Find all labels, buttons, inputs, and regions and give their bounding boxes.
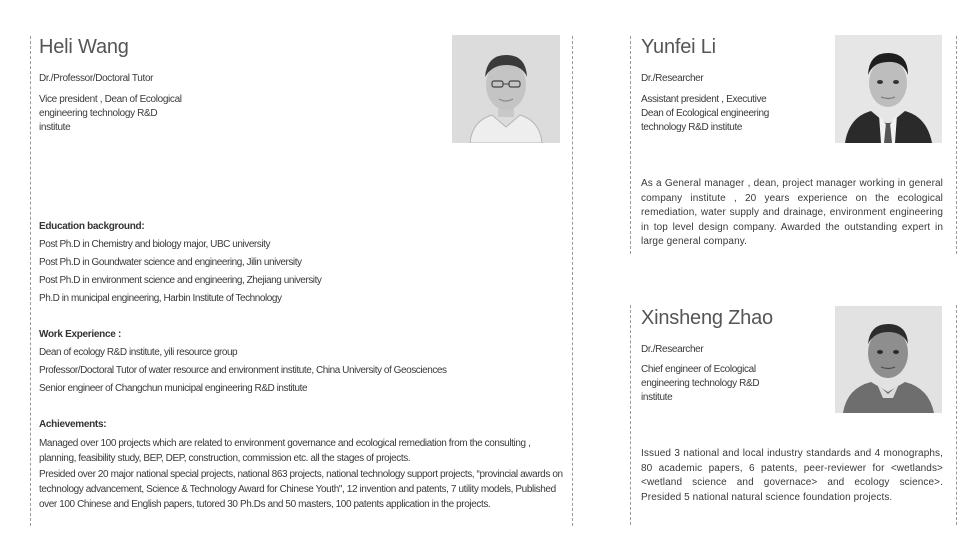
divider-yunfei-left [630,36,631,254]
profile-bio: As a General manager , dean, project manager working in general company institute , 20 years experience on the ecological remediation, water supply and drainage, environment engineering in top level design company. Awarded the outstanding expert in large general company. [641,178,943,247]
achievements-heading: Achievements: [39,419,107,430]
achievement-paragraph: Presided over 20 major national special projects, national 863 projects, national technology support projects, “provincial awards on technology advancement, Science & Technology Award for Chinese Youth", 12 invention and patents, 7 utility models, Published over 100 Chinese and English papers, tutored 30 Ph.Ds and 50 masters, 100 patents application in the projects. [39,469,563,510]
profile-photo [835,306,942,413]
divider-left [30,36,31,526]
work-item: Senior engineer of Changchun municipal engineering R&D institute [39,383,308,394]
divider-xinsheng-left [630,305,631,525]
profile-photo [835,35,942,143]
profile-role-line: Chief engineer of Ecological [641,364,756,375]
education-item: Post Ph.D in environment science and engineering, Zhejiang university [39,275,322,286]
profile-role-line: technology R&D institute [641,122,743,133]
profile-role-line: engineering technology R&D [39,108,158,119]
profile-photo [452,35,560,143]
profile-role-line: institute [641,392,673,403]
work-item: Professor/Doctoral Tutor of water resource and environment institute, China University of Geosciences [39,365,447,376]
divider-yunfei-right [956,36,957,254]
profile-role-line: Assistant president , Executive [641,94,767,105]
work-item: Dean of ecology R&D institute, yili resource group [39,347,238,358]
profile-title: Dr./Researcher [641,344,704,355]
profile-role-line: engineering technology R&D [641,378,760,389]
education-item: Post Ph.D in Goundwater science and engineering, Jilin university [39,257,302,268]
profile-role-line: Vice president , Dean of Ecological [39,94,182,105]
education-item: Ph.D in municipal engineering, Harbin Institute of Technology [39,293,282,304]
profile-role-line: Dean of Ecological engineering [641,108,769,119]
education-item: Post Ph.D in Chemistry and biology major, UBC university [39,239,271,250]
achievement-paragraph: Managed over 100 projects which are related to environment governance and ecological remediation from the consulting , planning, feasibility study, BEP, DEP, construction, commission etc. all the stages of projects. [39,438,531,464]
work-heading: Work Experience : [39,329,121,340]
divider-middle [572,36,573,526]
profile-bio: Issued 3 national and local industry standards and 4 monographs, 80 academic papers, 6 patents, peer-reviewer for <wetlands><wetland science and governace> and ecology science>. Presided 5 national natural science foundation projects. [641,448,943,503]
profile-name: Heli Wang [39,36,129,58]
profile-role-line: institute [39,122,71,133]
profile-title: Dr./Professor/Doctoral Tutor [39,73,154,84]
divider-xinsheng-right [956,305,957,525]
profile-title: Dr./Researcher [641,73,704,84]
education-heading: Education background: [39,221,145,232]
profile-name: Yunfei Li [641,36,716,58]
profile-name: Xinsheng Zhao [641,307,773,329]
